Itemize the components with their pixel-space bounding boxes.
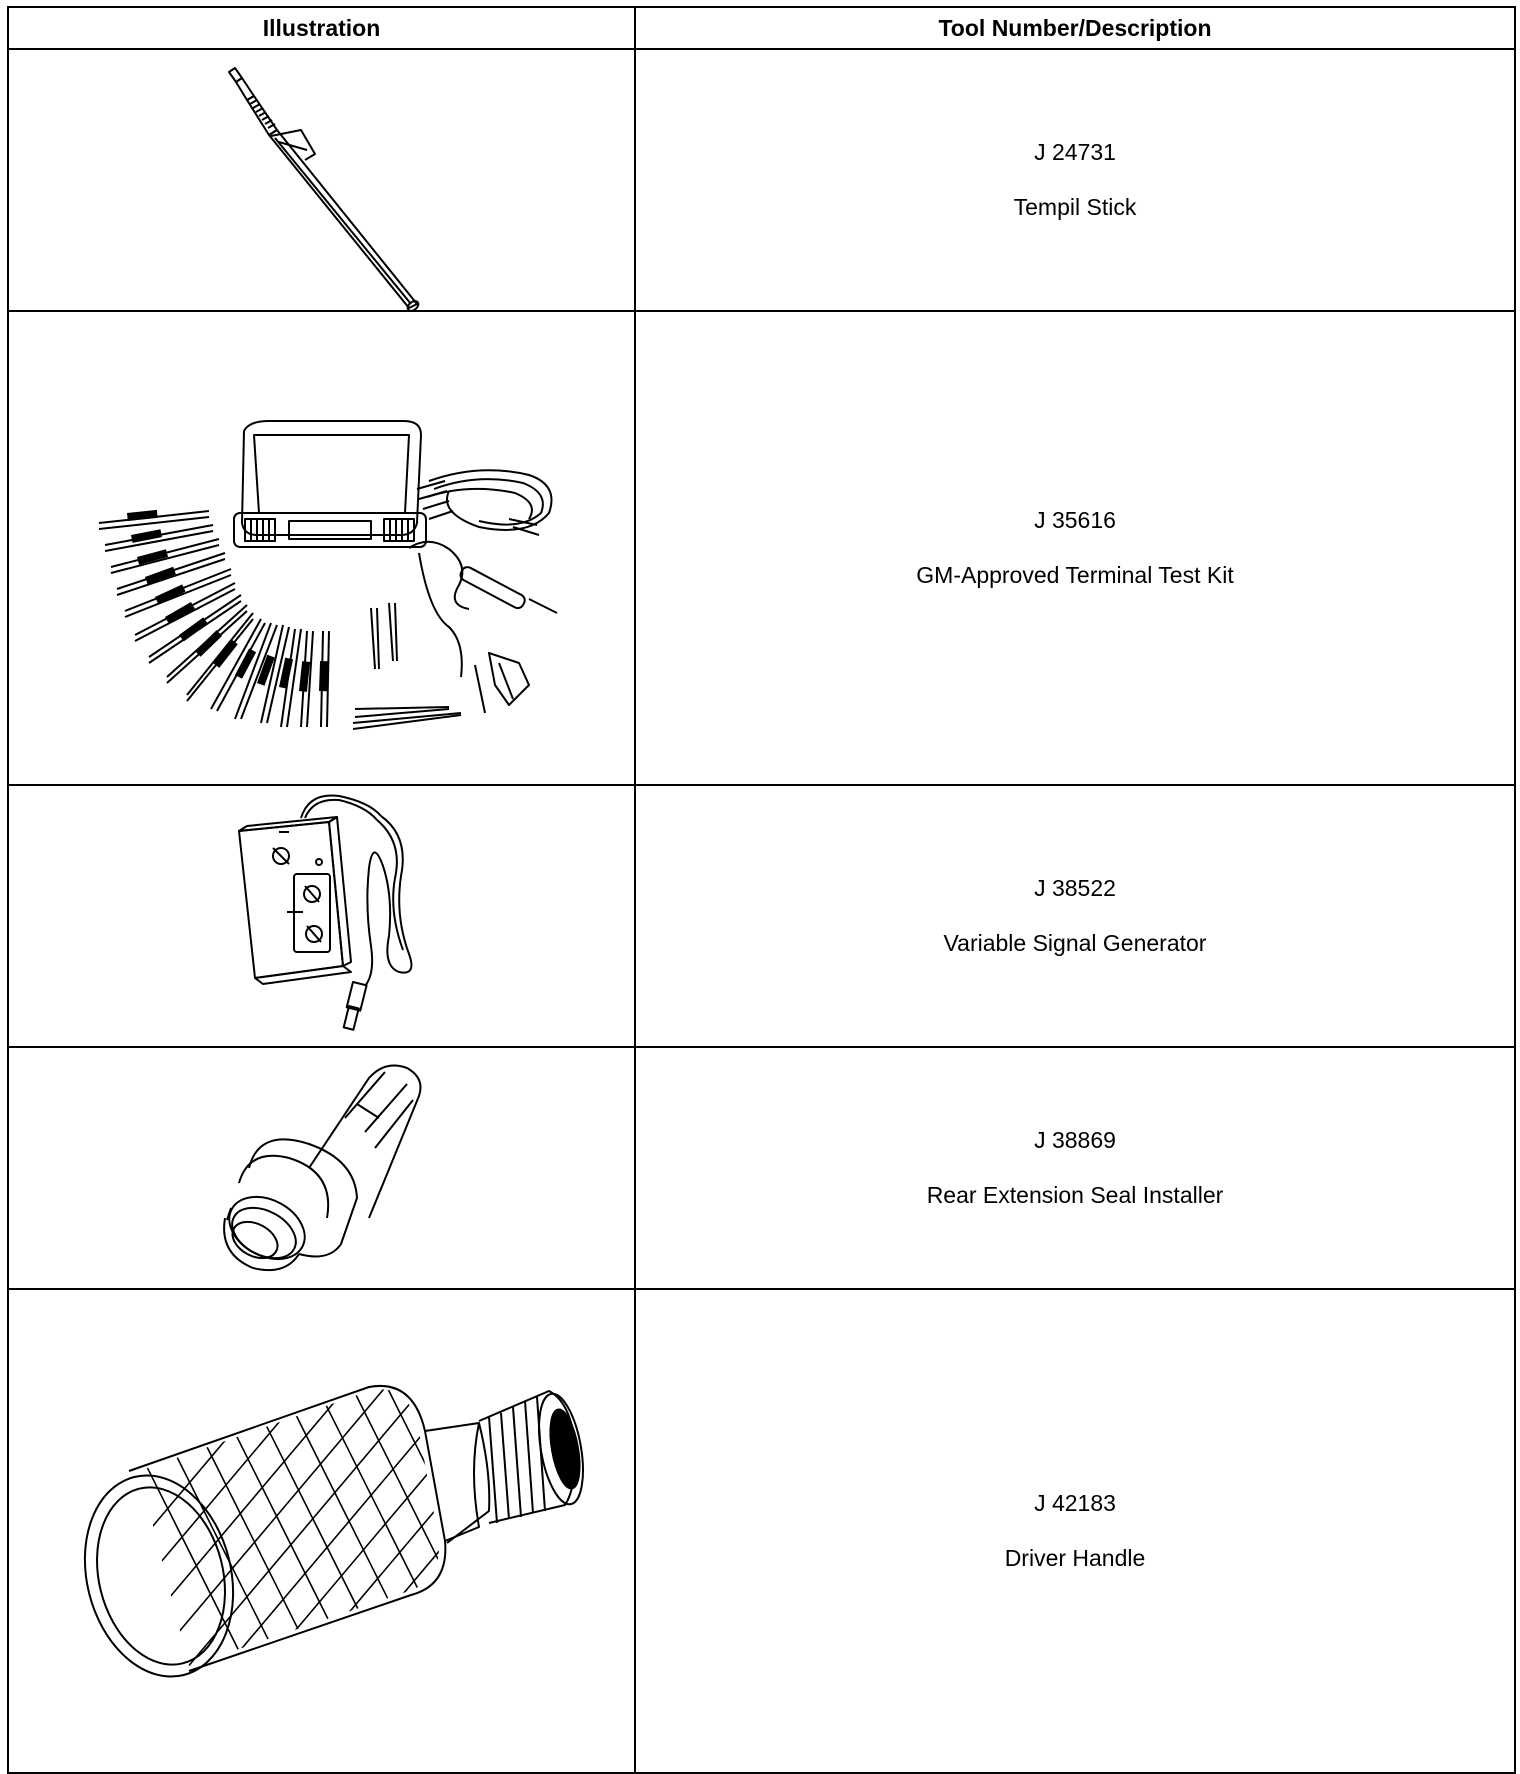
table-row — [8, 49, 1515, 311]
illustration-cell — [8, 49, 635, 311]
tool-number: J 24731 — [1034, 139, 1116, 165]
illustration-cell — [8, 1047, 635, 1289]
driver-handle-icon — [9, 1291, 636, 1771]
tool-description: Driver Handle — [1004, 1545, 1146, 1571]
table-row — [8, 785, 1515, 1047]
tool-number: J 35616 — [1034, 507, 1116, 533]
table-row — [8, 1047, 1515, 1289]
table-row — [8, 1289, 1515, 1773]
tool-description: Variable Signal Generator — [943, 930, 1207, 956]
terminal-test-kit-icon — [9, 313, 636, 783]
tool-description: GM-Approved Terminal Test Kit — [916, 562, 1234, 588]
tempil-stick-icon — [9, 50, 636, 310]
description-cell — [635, 1047, 1515, 1289]
tool-number: J 38522 — [1034, 875, 1116, 901]
tool-number: J 38869 — [1034, 1127, 1116, 1153]
illustration-cell — [8, 785, 635, 1047]
description-cell — [635, 311, 1515, 785]
tool-description: Rear Extension Seal Installer — [926, 1182, 1224, 1208]
table-header-row — [8, 7, 1515, 49]
description-cell — [635, 785, 1515, 1047]
description-cell — [635, 1289, 1515, 1773]
header-illustration: Illustration — [8, 7, 635, 49]
description-cell — [635, 49, 1515, 311]
illustration-cell — [8, 311, 635, 785]
signal-generator-icon — [9, 786, 636, 1046]
header-tool-number-description: Tool Number/Description — [635, 7, 1515, 49]
tool-number: J 42183 — [1034, 1490, 1116, 1516]
seal-installer-icon — [9, 1048, 636, 1288]
tool-description: Tempil Stick — [1013, 194, 1137, 220]
table-row — [8, 311, 1515, 785]
illustration-cell — [8, 1289, 635, 1773]
special-tools-table — [7, 6, 1516, 1774]
